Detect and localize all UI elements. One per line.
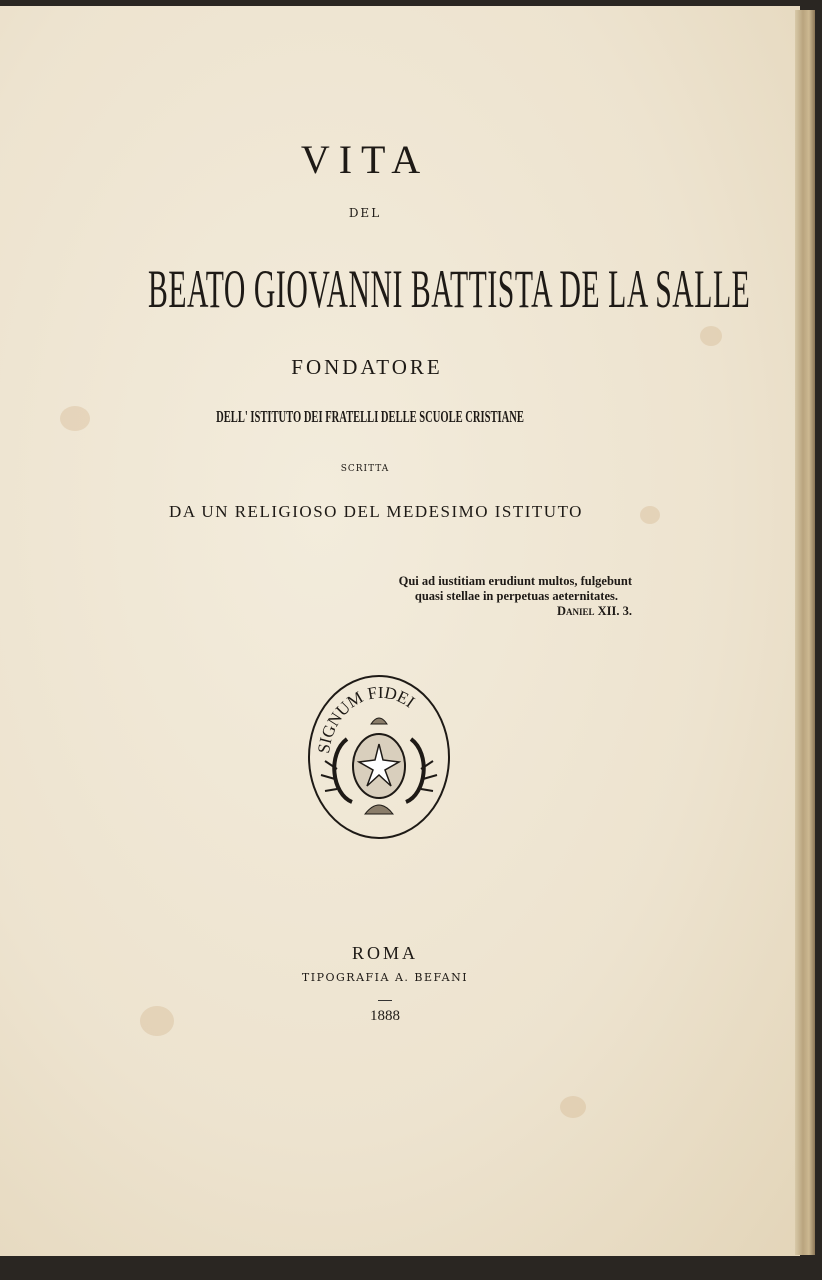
epigraph: [360, 574, 632, 619]
author: DA UN RELIGIOSO DEL MEDESIMO ISTITUTO: [169, 502, 583, 521]
epigraph-line: Qui ad iustitiam erudiunt multos, fulgebunt: [398, 574, 632, 588]
city: ROMA: [351, 943, 418, 963]
foxing-spot: [700, 326, 722, 346]
institute: DELL' ISTITUTO DEI FRATELLI DELLE SCUOLE CRISTIANE: [216, 407, 524, 426]
epigraph-line: quasi stellae in perpetuas aeternitates.: [414, 589, 618, 603]
foxing-spot: [60, 406, 90, 431]
page-edges: [795, 10, 815, 1255]
seal-emblem: [307, 674, 451, 840]
year: 1888: [370, 1008, 400, 1024]
role: FONDATORE: [291, 355, 443, 379]
subject-heading: BEATO GIOVANNI BATTISTA DE LA SALLE: [148, 259, 751, 319]
printer: TIPOGRAFIA A. BEFANI: [301, 971, 469, 984]
svg-text:SIGNUM FIDEI: SIGNUM FIDEI: [314, 682, 419, 755]
book-page: [0, 6, 800, 1256]
foxing-spot: [560, 1096, 586, 1118]
title: VITA: [300, 137, 430, 182]
written-label: SCRITTA: [340, 464, 390, 474]
epigraph-citation: Daniel XII. 3.: [556, 604, 632, 618]
connector: DEL: [348, 206, 382, 220]
divider: [378, 1000, 392, 1001]
